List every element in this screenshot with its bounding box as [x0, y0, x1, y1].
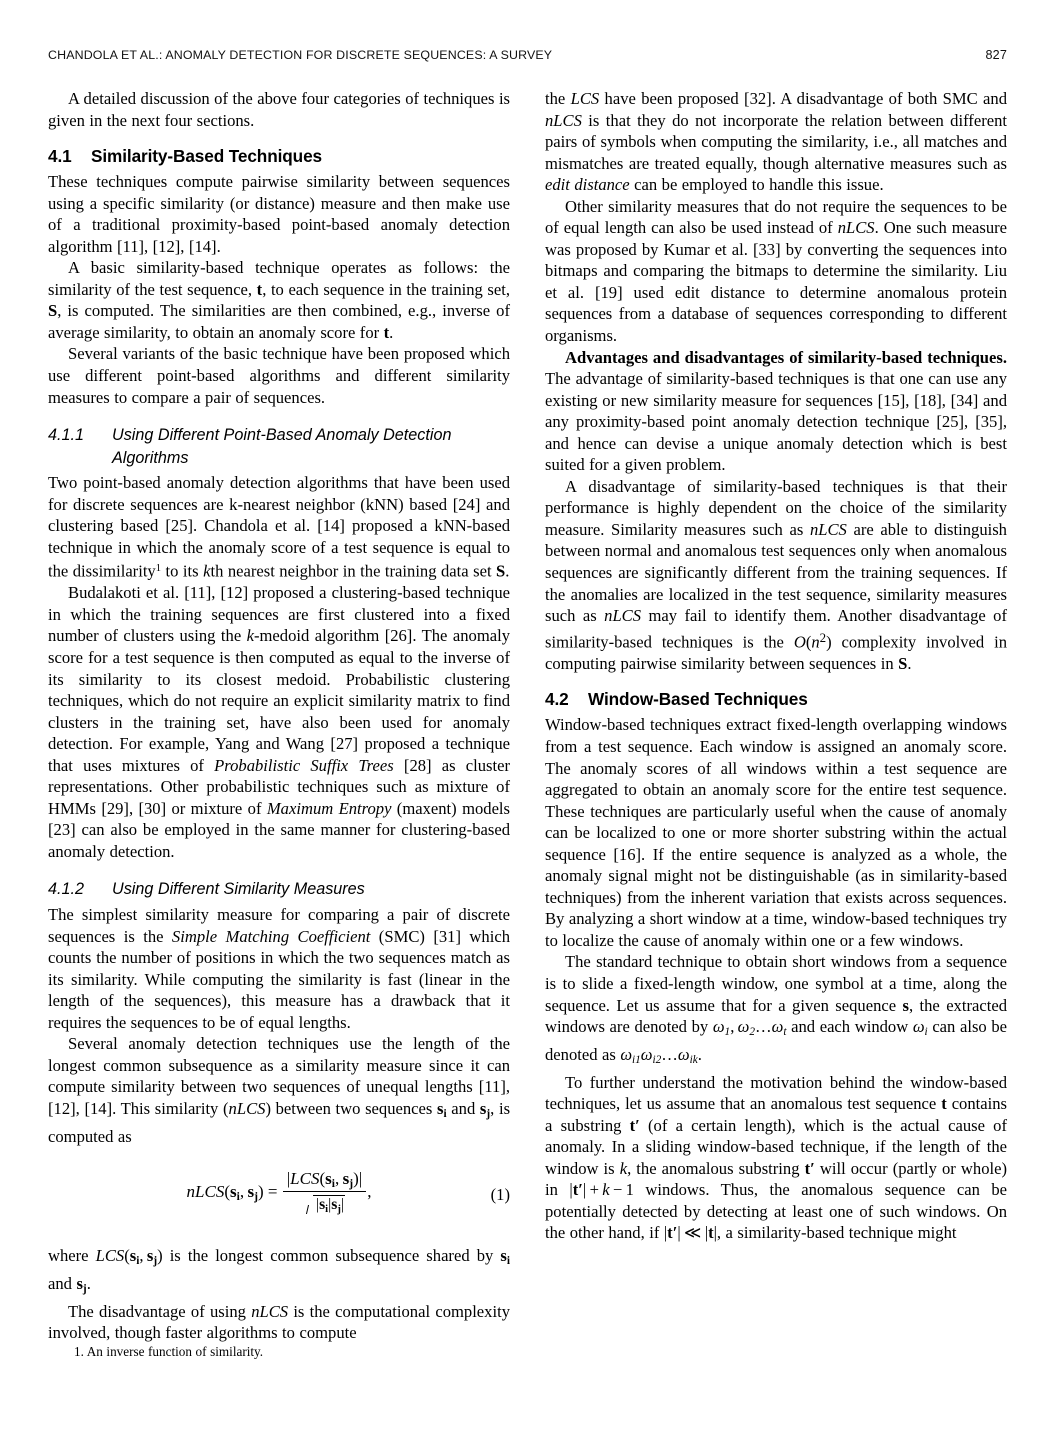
text-run: (maxent) models [23] can also be employed in the same manner for clustering-based anomaly detection. [48, 798, 510, 861]
text-run: complexity involved in computing pairwise similarity between sequences in [545, 632, 1008, 673]
text-run: is the computational complexity involved, though faster algorithms to compute [48, 1301, 510, 1343]
running-head-title: CHANDOLA ET AL.: ANOMALY DETECTION FOR DISCRETE SEQUENCES: A SURVEY [48, 48, 553, 62]
numeral-one: 1 [625, 1180, 634, 1200]
subscript: i [331, 1177, 335, 1191]
math-symbol-omega-t [771, 1017, 787, 1039]
text-run: s [479, 1098, 487, 1118]
equation-trailing-comma: , [367, 1182, 372, 1202]
footnote-area [48, 1343, 510, 1360]
section-heading-4-2 [545, 688, 1007, 710]
text-run: s [325, 1169, 332, 1189]
text-run: The advantage of similarity-based techniques is that one can use any existing or new similarity measure for sequences [15], [18], [34] and any proximity-based point anomaly detection technique [25], [35], and hence can devise a unique anomaly detection which is best suited for a given problem. [545, 369, 1007, 475]
footnote-marker: 1 [155, 563, 162, 575]
subscript: t [783, 1026, 787, 1039]
subscript: i [325, 1204, 329, 1216]
subsection-number: 4.1.2 [48, 880, 85, 899]
math-symbol-nlcs: nLCS [604, 606, 642, 626]
text-run: Two point-based anomaly detection algorithms that have been used for discrete sequences are k-nearest neighbor (kNN) based [24] and clustering based [25]. Chandola et al. [14] proposed a kNN-based technique in which the anomaly score of a test sequence is equal to the dissimilarity [48, 473, 510, 581]
math-symbol-sj [76, 1274, 86, 1293]
subscript: j [254, 1190, 258, 1204]
abs-bar-open: | [663, 1223, 668, 1243]
text-run: . [389, 322, 394, 342]
text-run: . [505, 561, 510, 581]
text-run: and [48, 1273, 77, 1293]
math-symbol-nlcs: nLCS [809, 519, 847, 539]
minus-operator: − [612, 1180, 623, 1200]
text-run: contains a substring [545, 1094, 1007, 1135]
paragraph-411-2 [48, 582, 510, 862]
text-run: , is computed as [48, 1098, 511, 1146]
math-symbol-sj [479, 1098, 491, 1121]
text-run: s [230, 1182, 237, 1202]
ellipsis: … [755, 1017, 772, 1037]
abs-bar-close: | [677, 1223, 681, 1243]
math-symbol-omega-ik [678, 1045, 698, 1064]
prime-mark: ′ [635, 1115, 640, 1135]
body-columns [48, 88, 1007, 1408]
text-run: , the extracted windows are denoted by [545, 995, 1007, 1037]
section-title: Window-Based Techniques [588, 689, 808, 710]
equation-arg-si [230, 1182, 240, 1204]
math-symbol-t-prime [667, 1223, 677, 1242]
subscript: i1 [632, 1053, 641, 1066]
subsection-number: 4.1.1 [48, 426, 85, 445]
equation-arg-sj [331, 1196, 341, 1216]
text-run: is that they do not incorporate the relation between different pairs of symbols when computing the similarity, i.e., all matches and mismatches are treated equally, though alternative measures such as [545, 110, 1007, 173]
text-run: , the anomalous substring [627, 1158, 805, 1178]
much-less-than-operator: ≪ [684, 1223, 702, 1243]
italic-term-maxent: Maximum Entropy [266, 798, 392, 818]
abs-bar-close: | [582, 1180, 587, 1200]
subscript: i [924, 1026, 928, 1039]
text-run: , to each sequence in the training set, [262, 279, 510, 299]
math-symbol-t: t [941, 1094, 947, 1114]
section-title: Similarity-Based Techniques [91, 146, 322, 167]
paragraph-412-1 [48, 904, 510, 1033]
math-expression-tprime-abs [664, 1223, 681, 1242]
math-symbol-si [129, 1246, 140, 1268]
math-symbol-omega-i2 [641, 1045, 661, 1064]
subscript: i [136, 1255, 140, 1268]
section-number: 4.2 [545, 689, 569, 710]
equation-arg-si [319, 1196, 329, 1216]
text-run: [28] as cluster representations. Other probabilistic techniques such as mixture of HMMs [29], [30] or mixture of [48, 755, 511, 818]
text-run: ) between two sequences [265, 1098, 438, 1118]
text-run: will occur (partly or whole) in [545, 1158, 1007, 1200]
section-number: 4.1 [48, 146, 72, 167]
math-symbol-nlcs: nLCS [545, 110, 582, 130]
text-run: s [129, 1246, 137, 1266]
subscript: i [236, 1190, 240, 1204]
text-run: Several anomaly detection techniques use the length of the longest common subsequence as a similarity measure since it can compute similarity between two sequences of unequal lengths [11], [12], [14]. This similarity ( [48, 1034, 510, 1118]
lcs-function: LCS [290, 1169, 320, 1189]
paragraph-412-2 [48, 1033, 510, 1147]
math-symbol-si [500, 1246, 510, 1268]
math-symbol-s: s [902, 995, 909, 1015]
page-number: 827 [985, 48, 1007, 62]
subsection-title: Using Different Point-Based Anomaly Detection Algorithms [112, 426, 452, 467]
equation-fraction [283, 1169, 366, 1215]
plus-operator: + [589, 1180, 599, 1200]
text-run: , a similarity-based technique might [716, 1223, 957, 1243]
math-symbol-lcs: LCS [95, 1246, 125, 1266]
text-run: The standard technique to obtain short windows from a sequence is to slide a fixed-length window, one symbol at a time, along the sequence. Let us assume that for a given sequence [545, 952, 1007, 1015]
text-run: t [629, 1115, 636, 1135]
italic-term-smc: Simple Matching Coefficient [171, 926, 371, 946]
italic-term-edit-distance: edit distance [545, 175, 630, 195]
text-run: ω [677, 1044, 690, 1064]
text-run: . [907, 653, 912, 673]
paragraph-42-3 [545, 1072, 1007, 1244]
text-run: is the longest common subsequence shared by [162, 1246, 501, 1266]
text-run: s [319, 1196, 326, 1214]
equation-lhs-function: nLCS [186, 1182, 225, 1202]
abs-bar-mid: | [328, 1196, 332, 1214]
math-symbol-k: k [602, 1180, 610, 1200]
paragraph-intro: A detailed discussion of the above four categories of techniques is given in the next four sections. [48, 89, 511, 130]
text-run: t [667, 1223, 673, 1243]
text-run: . [697, 1044, 702, 1064]
math-symbol-sj [146, 1246, 158, 1268]
text-run: The simplest similarity measure for comparing a pair of discrete sequences is the [48, 904, 510, 946]
math-symbol-lcs: LCS [570, 89, 600, 108]
paragraph-411-1 [48, 472, 510, 582]
text-run: ω [737, 1017, 750, 1037]
paragraph-r3 [545, 347, 1007, 476]
abs-bar-open: | [704, 1223, 709, 1243]
text-run: ω [620, 1044, 633, 1064]
subscript: j [486, 1108, 491, 1121]
text-run: s [146, 1246, 154, 1266]
text-run: to its [161, 561, 204, 581]
subscript: j [82, 1283, 87, 1295]
text-run: . One such measure was proposed by Kumar et al. [33] by converting the sequences into bitmaps and comparing the bitmaps to determine the similarity. Liu et al. [19] used edit distance to determine anomalous protein sequences from a database of sequences corresponding to different organisms. [545, 218, 1008, 346]
math-symbol-omega-1 [712, 1017, 731, 1039]
subscript: ik [689, 1053, 698, 1066]
text-run: A disadvantage of similarity-based techniques is that their performance is highly dependent on the choice of the similarity measure. Similarity measures such as [545, 476, 1007, 539]
math-symbol-t: t [256, 279, 263, 299]
text-run: (of a certain length), which is the actual cause of anomaly. In a sliding window-based technique, if the length of the window is [545, 1115, 1007, 1178]
run-in-heading-advantages: Advantages and disadvantages of similarity-based techniques. [565, 347, 1007, 367]
paragraph-r4: A disadvantage of similarity-based techniques is that their performance is highly dependent on the choice of the similarity measure. Similarity measures such as nLCS are able to distinguish between normal and anomalous test sequences only when anomalous sequences are significantly different from the training sequences. If the anomalies are localized in the test sequence, similarity measures such as nLCS may fail to identify them. Another disadvantage of similarity-based techniques is the $O(n^2)$ complexity involved in computing pairwise similarity between sequences in S. [545, 476, 1008, 673]
radicand [315, 1195, 345, 1215]
math-symbol-omega-i1 [620, 1045, 640, 1064]
text-run: The disadvantage of using [68, 1301, 252, 1321]
italic-term-pst: Probabilistic Suffix Trees [214, 755, 394, 775]
text-run: A basic similarity-based technique operates as follows: the similarity of the test sequence, [48, 258, 510, 299]
prime-mark: ′ [810, 1158, 815, 1178]
text-run: ω [771, 1017, 784, 1037]
math-symbol-omega-2 [737, 1017, 756, 1039]
subscript: j [153, 1255, 158, 1268]
text-run: -medoid algorithm [26]. The anomaly score for a test sequence is then computed as equal to the inverse of its similarity to its closest medoid. Probabilistic clustering techniques, which do not require an explicit similarity matrix to find clusters in the training set, have also been used for anomaly detection. For example, Yang and Wang [27] proposed a technique that uses mixtures of [48, 626, 510, 775]
text-run: s [342, 1169, 350, 1189]
math-symbol-si [437, 1098, 447, 1121]
fraction-denominator [283, 1192, 366, 1215]
paragraph-42-2: The standard technique to obtain short windows from a sequence is to slide a fixed-length window, one symbol at a time, along the sequence. Let us assume that for a given sequence s, the extracted windows are denoted by $\omega_1$, $\omega_2\dots\omega_t$ and each window $\omega_i$ can also be denoted as $\omega_{i1}\omega_{i2}\dots\omega_{ik}$. [545, 952, 1007, 1066]
equation-body: $nLCS(s_i$, $s_j$) = $\frac{|LCS(s_i, s_j)|}{|s_i|s_j|}$ , [186, 1169, 372, 1216]
text-run: To further understand the motivation behind the window-based techniques, let us assume that an anomalous test sequence [545, 1072, 1007, 1114]
text-run: Budalakoti et al. [11], [12] proposed a clustering-based technique in which the training sequences are first clustered into a fixed number of clusters using the [48, 583, 510, 646]
math-symbol-k: k [246, 626, 254, 646]
text-run: may fail to identify them. Another disadvantage of similarity-based techniques is the [545, 606, 1008, 652]
subsection-heading-4-1-2 [48, 878, 510, 901]
text-run: , is computed. The similarities are then combined, e.g., inverse of average similarity, to obtain an anomaly score for [48, 301, 510, 342]
section-heading-4-1 [48, 145, 510, 167]
equation-arg-sj [247, 1182, 258, 1204]
math-symbol-t-prime [630, 1116, 640, 1135]
prime-mark: ′ [578, 1180, 583, 1200]
text-run: (SMC) [31] which counts the number of positions in which the two sequences match as its similarity. While computing the similarity is fast (linear in the length of the sequences), this measure has a drawback that it requires the sequences to be of equal lengths. [48, 926, 510, 1032]
subscript: i2 [652, 1053, 662, 1066]
running-head [48, 48, 1007, 62]
exponent: 2 [819, 629, 827, 645]
math-symbol-nlcs: nLCS [837, 218, 875, 238]
subscript: i [443, 1108, 447, 1121]
text-run: and [446, 1098, 480, 1118]
equation-1 [48, 1166, 510, 1228]
text-run: are able to distinguish between normal and anomalous test sequences only when anomalous sequences are significantly different from the training sequences. If the anomalies are localized in the test sequence, similarity measures such as [545, 519, 1007, 626]
subscript: 1 [724, 1026, 731, 1039]
paragraph-41-1: These techniques compute pairwise similarity between sequences using a specific similarity (or distance) measure and then make use of a traditional proximity-based point-based anomaly detection algorithm [11], [12], [14]. [48, 172, 510, 256]
math-symbol-S: S [898, 653, 908, 673]
math-symbol-omega-i [912, 1017, 928, 1039]
abs-bar-open: | [569, 1180, 573, 1200]
subscript: i [506, 1255, 510, 1268]
equation-equals: = [267, 1182, 278, 1202]
ellipsis: … [661, 1044, 678, 1064]
text-run: ω [640, 1044, 653, 1064]
math-symbol-nlcs: nLCS [251, 1301, 289, 1321]
paragraph-41-3: Several variants of the basic technique have been proposed which use different point-based algorithms and different similarity measures to compare a pair of sequences. [48, 344, 510, 407]
paragraph-412-3: where $LCS(s_i$, $s_j$) is the longest common subsequence shared by $s_i$ and $s_j$. [48, 1246, 510, 1295]
text-run: t [572, 1180, 579, 1200]
math-symbol-k: k [203, 561, 211, 581]
abs-bar-open: | [315, 1196, 320, 1214]
equation-number: (1) [490, 1185, 510, 1205]
math-symbol-nlcs: nLCS [228, 1098, 266, 1118]
fraction-numerator: $|LCS(s_i$, $s_j)|$ [283, 1169, 366, 1192]
abs-bar-open: | [286, 1169, 291, 1189]
footnote-1: 1. An inverse function of similarity. [74, 1344, 264, 1359]
paragraph-r1 [545, 88, 1007, 196]
subscript: j [337, 1204, 341, 1216]
abs-bar-close: | [358, 1169, 363, 1189]
text-run: and each window [786, 1017, 913, 1037]
text-run: ω [712, 1017, 725, 1037]
text-run: s [76, 1273, 83, 1293]
left-column [48, 88, 510, 1408]
math-symbol-t-prime [573, 1180, 583, 1199]
math-symbol-S: S [496, 561, 506, 581]
abs-bar-close: | [340, 1196, 345, 1214]
subsection-title: Using Different Similarity Measures [112, 880, 365, 899]
text-run: s [247, 1182, 255, 1202]
text-run: Other similarity measures that do not require the sequences to be of equal length can also be used instead of [545, 196, 1007, 238]
math-symbol-n: n [811, 632, 820, 652]
text-run: can be employed to handle this issue. [629, 175, 884, 195]
text-run: s [331, 1196, 338, 1214]
text-run: windows. Thus, the anomalous sequence can be potentially detected by detecting at least one of such windows. On the other hand, if [545, 1180, 1008, 1243]
text-run: t [804, 1158, 811, 1178]
math-symbol-S: S [48, 301, 58, 321]
math-symbol-t-prime [805, 1159, 815, 1178]
text-run: have been proposed [32]. A disadvantage of both SMC and [599, 89, 1007, 108]
text-run: where [48, 1246, 96, 1266]
paragraph-r2 [545, 196, 1007, 347]
equation-arg-si [325, 1169, 335, 1191]
text-run: ω [912, 1017, 925, 1037]
text-run: th nearest neighbor in the training data set [210, 561, 497, 581]
math-symbol-t: t [383, 322, 390, 342]
paragraph-41-2 [48, 257, 510, 343]
prime-mark: ′ [672, 1223, 678, 1243]
square-root [304, 1194, 345, 1215]
subscript: 2 [749, 1026, 756, 1039]
abs-bar-close: | [713, 1223, 717, 1243]
math-symbol-k: k [619, 1158, 628, 1178]
text-run: s [500, 1246, 507, 1266]
text-run: s [437, 1098, 444, 1118]
equation-arg-sj [342, 1169, 354, 1191]
math-symbol-t: t [708, 1223, 714, 1243]
paragraph-42-1: Window-based techniques extract fixed-length overlapping windows from a test sequence. Each window is assigned an anomaly score. The anomaly scores of all windows within a test sequence are aggregated to obtain an anomaly score for the entire test sequence. These techniques are particularly useful when the cause of anomaly can be localized to one or more shorter substring within the actual sequence [16]. If the entire sequence is analyzed as a whole, the anomaly signal might not be distinguishable (as in similarity-based techniques) from the inherent variation that exists across sequences. By analyzing a short window at a time, window-based techniques try to localize the cause of anomaly within one or a few windows. [545, 715, 1007, 950]
subsection-heading-4-1-1 [48, 424, 510, 469]
math-expression-window-count [569, 1180, 634, 1199]
subscript: j [349, 1177, 354, 1191]
paragraph-412-4 [48, 1301, 510, 1344]
math-symbol-big-o: O [793, 632, 806, 652]
right-column [545, 88, 1007, 1408]
math-expression-t-abs [705, 1223, 717, 1242]
text-run: can also be denoted as [545, 1017, 1007, 1064]
text-run: the [545, 89, 571, 108]
text-run: . [86, 1273, 91, 1293]
